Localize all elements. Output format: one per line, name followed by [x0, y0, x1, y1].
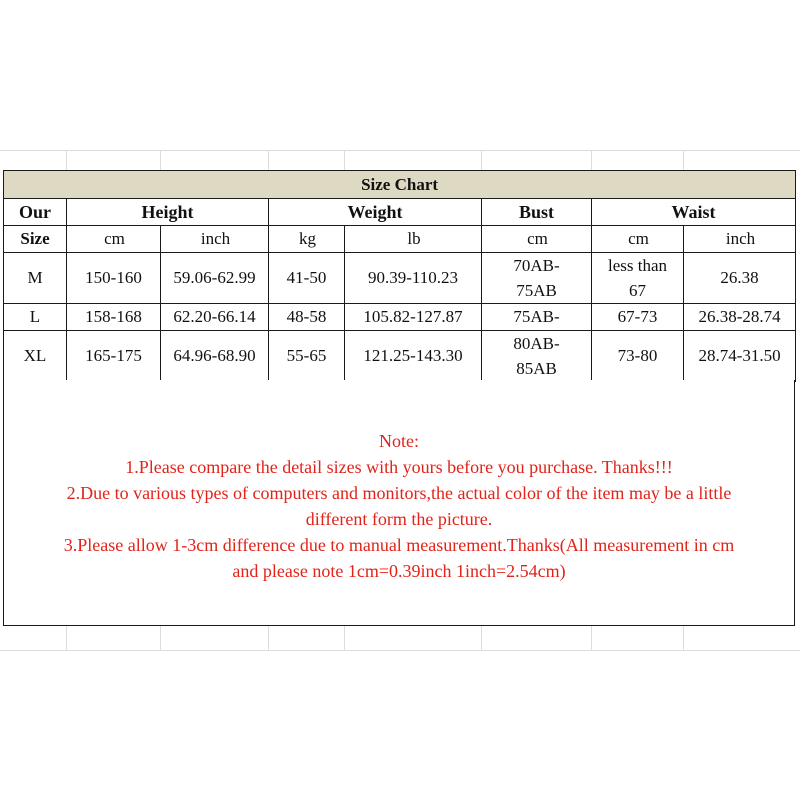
sheet-gridline — [0, 150, 800, 151]
height-inch-unit: inch — [161, 226, 269, 253]
note-line-3-cont: and please note 1cm=0.39inch 1inch=2.54cm) — [232, 561, 566, 581]
notes-heading: Note: — [379, 431, 419, 451]
weight-lb-cell: 121.25-143.30 — [345, 331, 482, 382]
height-inch-cell: 59.06-62.99 — [161, 253, 269, 304]
title-row — [4, 171, 796, 199]
size-cell: L — [4, 304, 67, 331]
waist-cm-unit: cm — [592, 226, 684, 253]
size-header: Size — [4, 226, 67, 253]
height-cm-cell: 158-168 — [67, 304, 161, 331]
waist-cm-cell: 67-73 — [592, 304, 684, 331]
header-row — [4, 199, 796, 226]
height-inch-cell: 62.20-66.14 — [161, 304, 269, 331]
sheet-gridline — [0, 650, 800, 651]
height-cm-cell: 150-160 — [67, 253, 161, 304]
weight-lb-cell: 90.39-110.23 — [345, 253, 482, 304]
weight-lb-cell: 105.82-127.87 — [345, 304, 482, 331]
weight-kg-cell: 48-58 — [269, 304, 345, 331]
notes-text — [4, 428, 794, 584]
waist-inch-cell: 28.74-31.50 — [684, 331, 796, 382]
note-line-2: 2.Due to various types of computers and monitors,the actual color of the item may be a little — [66, 483, 732, 503]
waist-inch-cell: 26.38 — [684, 253, 796, 304]
size-cell: M — [4, 253, 67, 304]
bust-cell: 80AB-85AB — [482, 331, 592, 382]
waist-inch-unit: inch — [684, 226, 796, 253]
notes-panel — [3, 380, 795, 626]
table-row — [4, 331, 796, 382]
weight-kg-unit: kg — [269, 226, 345, 253]
size-chart-title: Size Chart — [4, 171, 796, 199]
unit-row — [4, 226, 796, 253]
our-size-header: Our — [4, 199, 67, 226]
table-row — [4, 253, 796, 304]
waist-cm-cell: 73-80 — [592, 331, 684, 382]
waist-inch-cell: 26.38-28.74 — [684, 304, 796, 331]
size-cell: XL — [4, 331, 67, 382]
note-line-3: 3.Please allow 1-3cm difference due to manual measurement.Thanks(All measurement in cm — [63, 535, 735, 555]
weight-kg-cell: 55-65 — [269, 331, 345, 382]
bust-cell: 70AB-75AB — [482, 253, 592, 304]
bust-header: Bust — [482, 199, 592, 226]
height-inch-cell: 64.96-68.90 — [161, 331, 269, 382]
weight-header: Weight — [269, 199, 482, 226]
height-cm-unit: cm — [67, 226, 161, 253]
bust-cell: 75AB- — [482, 304, 592, 331]
weight-kg-cell: 41-50 — [269, 253, 345, 304]
note-line-1: 1.Please compare the detail sizes with yours before you purchase. Thanks!!! — [125, 457, 673, 477]
waist-header: Waist — [592, 199, 796, 226]
height-cm-cell: 165-175 — [67, 331, 161, 382]
weight-lb-unit: lb — [345, 226, 482, 253]
bust-cm-unit: cm — [482, 226, 592, 253]
height-header: Height — [67, 199, 269, 226]
table-row — [4, 304, 796, 331]
waist-cm-cell: less than 67 — [592, 253, 684, 304]
note-line-2-cont: different form the picture. — [305, 509, 493, 529]
size-chart-table — [3, 170, 796, 382]
